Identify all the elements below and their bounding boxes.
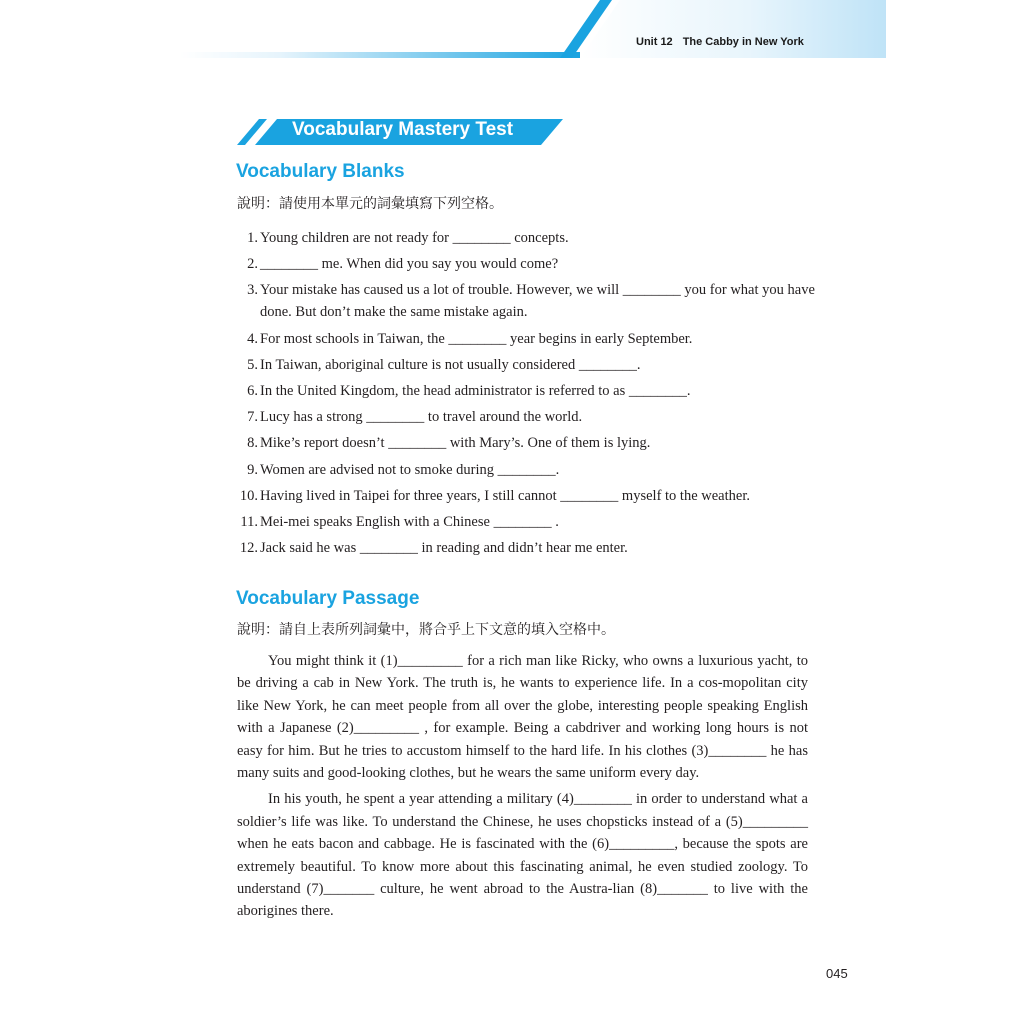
blanks-instruction: 說明：請使用本單元的詞彙填寫下列空格。 bbox=[237, 196, 503, 212]
item-number: 12. bbox=[239, 540, 258, 557]
list-item bbox=[232, 537, 822, 559]
item-number: 10. bbox=[239, 487, 258, 504]
list-item bbox=[232, 485, 822, 507]
list-item bbox=[232, 253, 822, 275]
page-header bbox=[0, 0, 1024, 62]
item-text: Your mistake has caused us a lot of trouble. However, we will ________ you for what you have done. But don’t make the same mistake again. bbox=[260, 282, 815, 321]
list-item bbox=[232, 406, 822, 428]
list-item bbox=[232, 511, 822, 533]
list-item bbox=[232, 354, 822, 376]
chapter-title: The Cabby in New York bbox=[682, 36, 804, 48]
list-item bbox=[232, 328, 822, 350]
header-unit-title bbox=[636, 36, 804, 48]
passage-paragraph: In his youth, he spent a year attending a military (4)________ in order to understand what a soldier’s life was like. To understand the Chinese, he uses chopsticks instead of a (5)_________ when he eats bacon and cabbage. He is fascinated with the (6)_________, because the spots are extremely beautiful. To know more about this fascinating animal, he even studied zoology. To understand (7)_______ culture, he went abroad to the Austra-lian (8)_______ to live with the aborigines there. bbox=[237, 791, 808, 920]
item-number: 5. bbox=[247, 356, 258, 373]
page-number: 045 bbox=[826, 966, 848, 981]
item-text: Mike’s report doesn’t ________ with Mary’s. One of them is lying. bbox=[260, 435, 651, 452]
unit-label: Unit 12 bbox=[636, 36, 673, 48]
item-text: In the United Kingdom, the head administrator is referred to as ________. bbox=[260, 382, 691, 399]
item-number: 7. bbox=[247, 409, 258, 426]
passage-title: Vocabulary Passage bbox=[236, 588, 420, 609]
blanks-list bbox=[232, 227, 822, 563]
list-item bbox=[232, 459, 822, 481]
item-number: 9. bbox=[247, 461, 258, 478]
item-text: Jack said he was ________ in reading and didn’t hear me enter. bbox=[260, 540, 628, 557]
mastery-test-banner bbox=[237, 117, 567, 147]
banner-title: Vocabulary Mastery Test bbox=[292, 119, 514, 140]
item-text: ________ me. When did you say you would come? bbox=[260, 256, 559, 273]
passage-paragraph: You might think it (1)_________ for a rich man like Ricky, who owns a luxurious yacht, to be driving a cab in New York. The truth is, he wants to experience life. In a cos-mopolitan city like New York, he can meet people from all over the globe, interesting people speaking English with a Japanese (2)_________ , for example. Being a cabdriver and working long hours is not easy for him. But he tries to accustom himself to the hard life. In his clothes (3)________ he has many suits and good-looking clothes, but he wears the same uniform every day. bbox=[237, 653, 808, 782]
item-text: Mei-mei speaks English with a Chinese ________ . bbox=[260, 513, 559, 530]
list-item bbox=[232, 380, 822, 402]
item-text: In Taiwan, aboriginal culture is not usually considered ________. bbox=[260, 356, 641, 373]
list-item bbox=[232, 227, 822, 249]
item-text: Young children are not ready for ________ concepts. bbox=[260, 230, 569, 246]
blanks-title: Vocabulary Blanks bbox=[236, 161, 405, 182]
item-number: 8. bbox=[247, 435, 258, 452]
header-band-graphic bbox=[0, 0, 1024, 62]
item-text: Women are advised not to smoke during ________. bbox=[260, 461, 560, 478]
list-item bbox=[232, 432, 822, 454]
item-text: Lucy has a strong ________ to travel around the world. bbox=[260, 409, 583, 426]
item-number: 3. bbox=[247, 282, 258, 299]
item-number: 11. bbox=[240, 513, 258, 530]
item-number: 1. bbox=[247, 230, 258, 246]
item-text: Having lived in Taipei for three years, I still cannot ________ myself to the weather. bbox=[260, 487, 750, 504]
passage-instruction: 說明：請自上表所列詞彙中，將合乎上下文意的填入空格中。 bbox=[237, 622, 615, 638]
item-number: 4. bbox=[247, 330, 258, 347]
item-text: For most schools in Taiwan, the ________ year begins in early September. bbox=[260, 330, 693, 347]
passage-body bbox=[237, 650, 808, 927]
list-item bbox=[232, 279, 822, 323]
item-number: 2. bbox=[247, 256, 258, 273]
item-number: 6. bbox=[247, 382, 258, 399]
